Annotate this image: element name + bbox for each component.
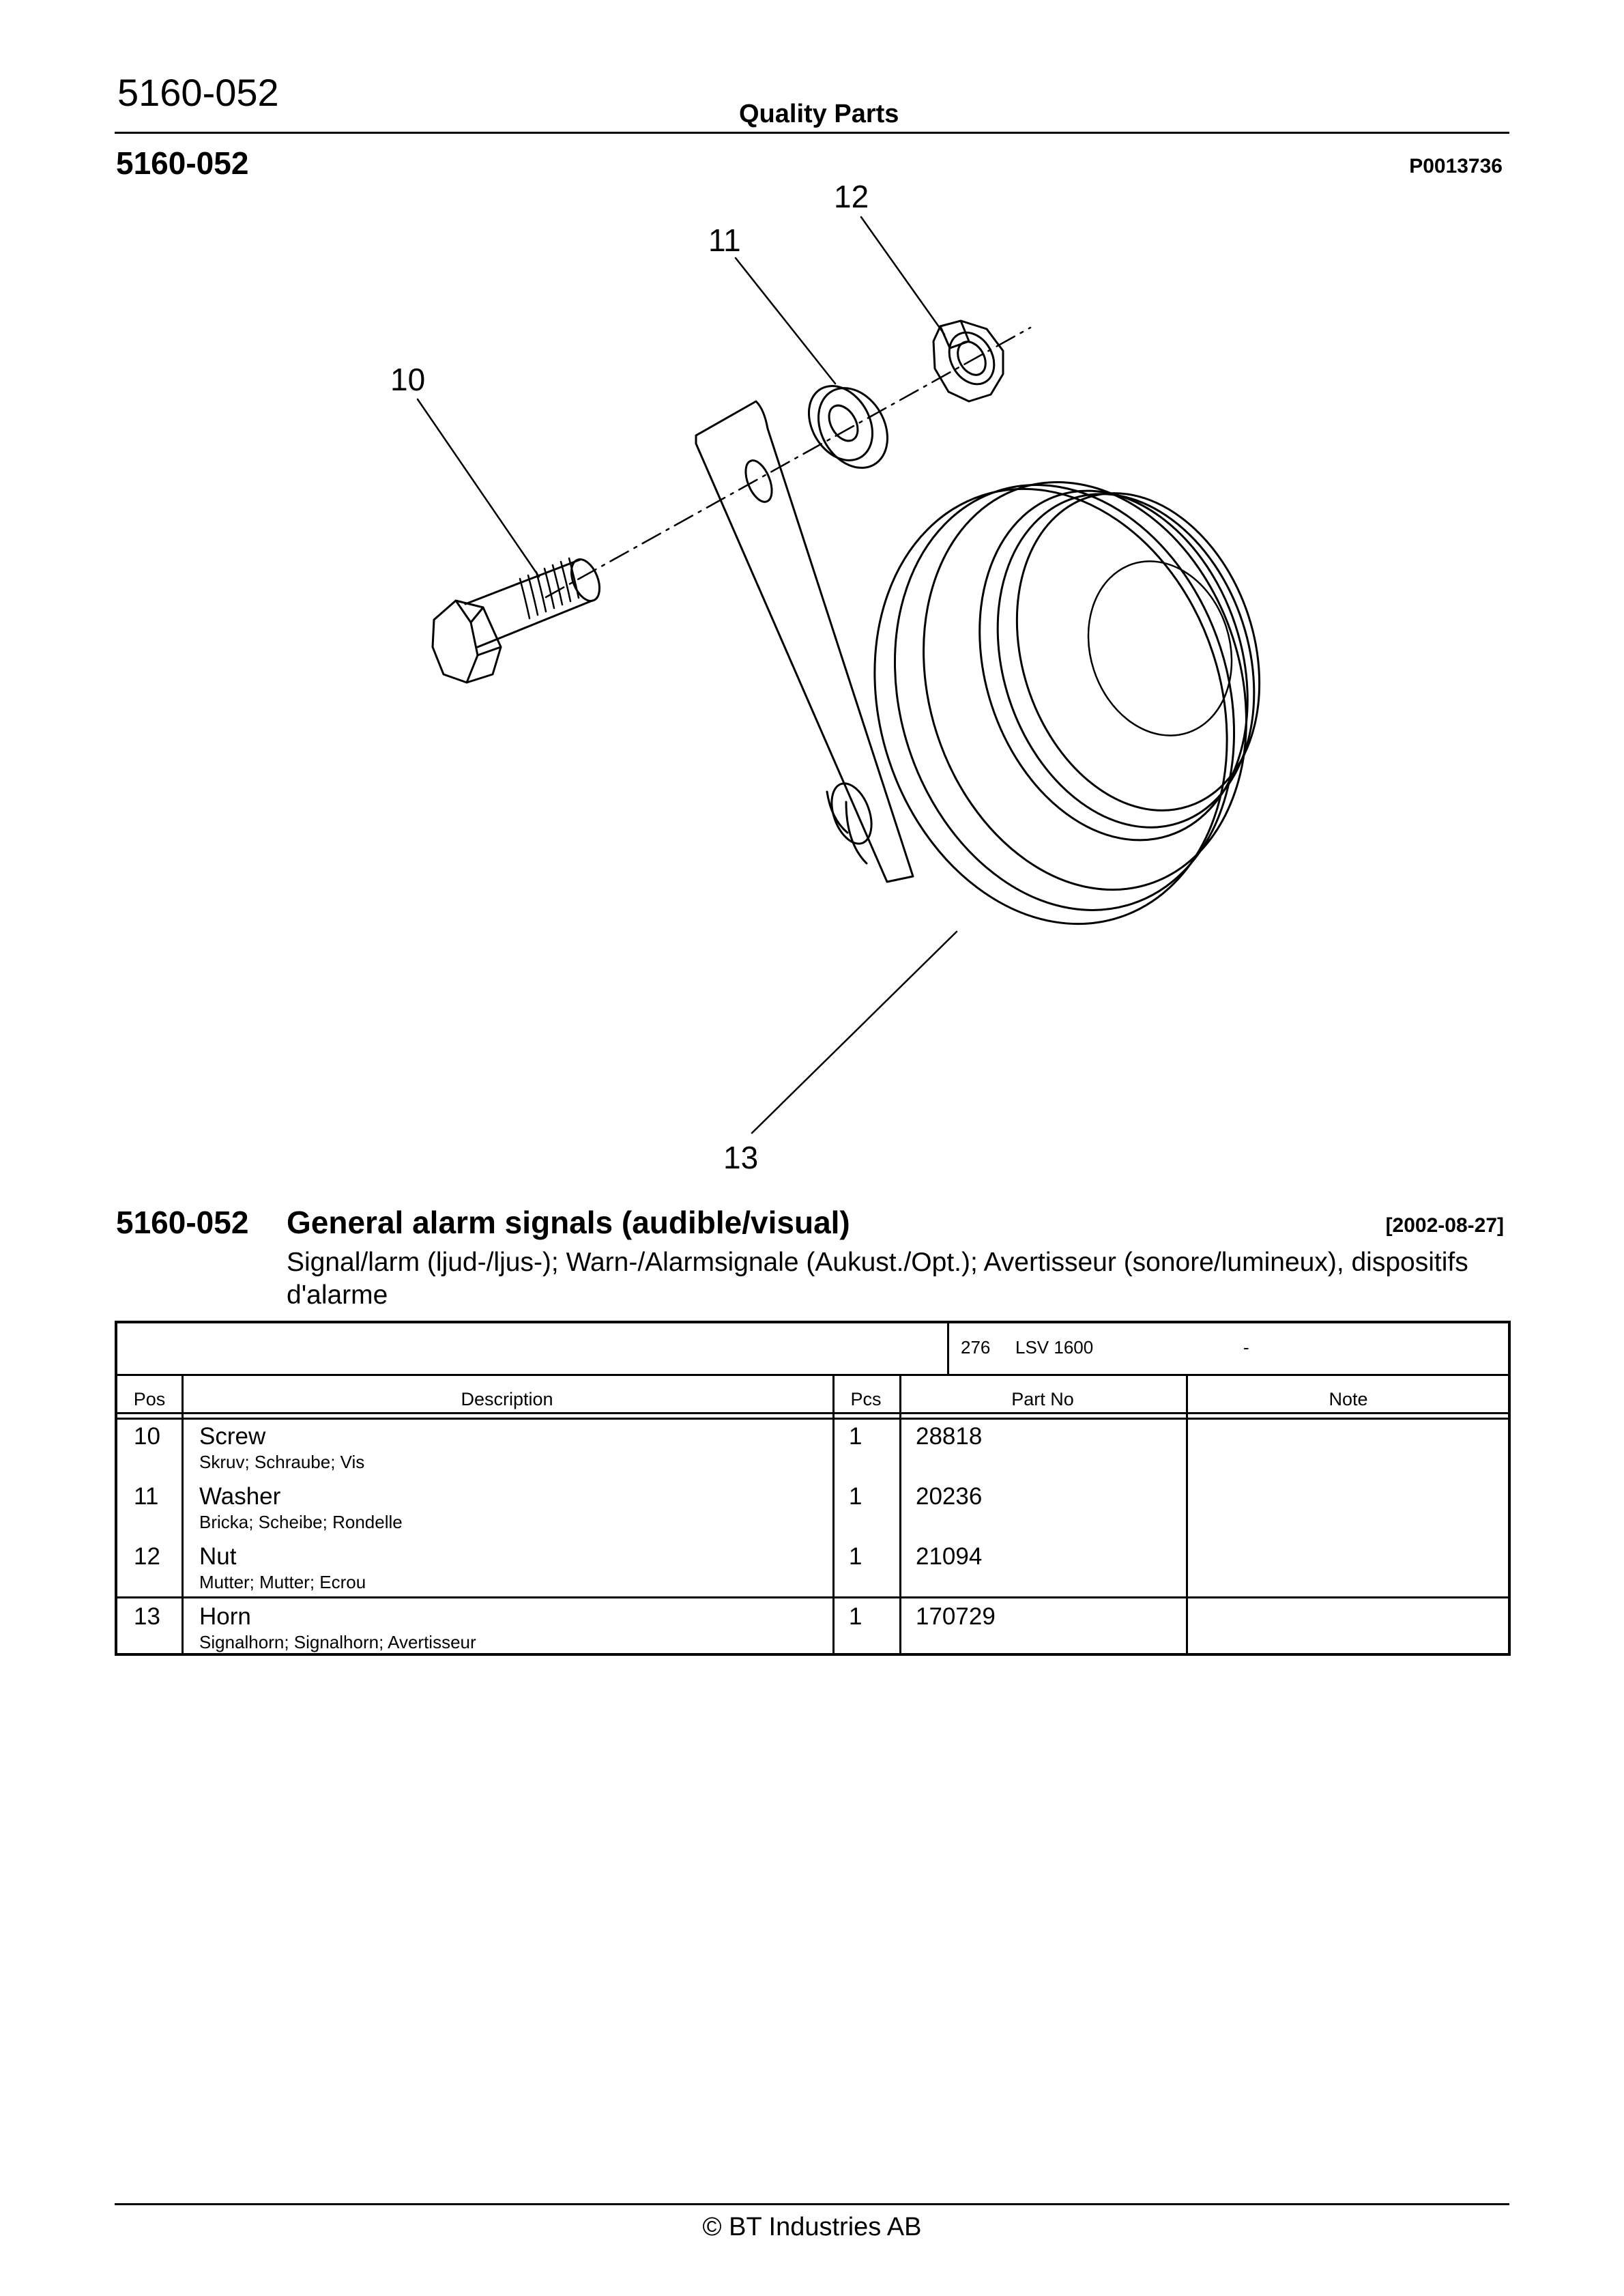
screw-part xyxy=(433,556,605,683)
assembly-axis xyxy=(546,328,1030,597)
row-translations: Bricka; Scheibe; Rondelle xyxy=(199,1512,403,1532)
picture-id: P0013736 xyxy=(1409,155,1503,177)
column-header-part-no: Part No xyxy=(1011,1389,1074,1409)
nut-part xyxy=(933,321,1003,401)
callout-12: 12 xyxy=(834,179,869,214)
row-pos: 12 xyxy=(134,1543,160,1570)
row-part-no: 170729 xyxy=(916,1603,996,1630)
row-part-no: 20236 xyxy=(916,1483,983,1510)
callout-10: 10 xyxy=(390,362,426,397)
row-pos: 10 xyxy=(134,1423,160,1450)
section-title: General alarm signals (audible/visual) xyxy=(287,1205,850,1240)
section-date: [2002-08-27] xyxy=(1385,1214,1504,1237)
row-pcs: 1 xyxy=(849,1483,862,1510)
footer-copyright: © BT Industries AB xyxy=(702,2213,922,2241)
column-header-pos: Pos xyxy=(133,1389,166,1409)
footer-rule xyxy=(115,2203,1509,2205)
callout-11: 11 xyxy=(708,223,741,258)
row-pos: 13 xyxy=(134,1603,160,1630)
applicability-range: - xyxy=(1243,1337,1249,1358)
brand-title: Quality Parts xyxy=(739,100,899,128)
row-pos: 11 xyxy=(134,1483,159,1510)
applicability-model: LSV 1600 xyxy=(1015,1337,1094,1358)
applicability-code: 276 xyxy=(961,1337,991,1358)
section-translations: Signal/larm (ljud-/ljus-); Warn-/Alarmsignale (Aukust./Opt.); Avertisseur (sonore/lumineux), dispositifs d'alarme xyxy=(287,1248,1468,1310)
row-name: Washer xyxy=(199,1483,281,1510)
row-name: Screw xyxy=(199,1423,266,1450)
row-part-no: 28818 xyxy=(916,1423,983,1450)
bracket-part xyxy=(696,401,913,882)
header-rule-2 xyxy=(117,1418,1508,1420)
row-name: Horn xyxy=(199,1603,251,1630)
column-header-pcs: Pcs xyxy=(850,1389,882,1409)
document-id-top: 5160-052 xyxy=(117,71,279,114)
row-pcs: 1 xyxy=(849,1603,862,1630)
horn-part xyxy=(820,440,1299,970)
row-part-no: 21094 xyxy=(916,1543,983,1570)
row-translations: Signalhorn; Signalhorn; Avertisseur xyxy=(199,1632,476,1652)
row-translations: Skruv; Schraube; Vis xyxy=(199,1452,365,1472)
washer-part xyxy=(796,375,901,480)
group-rule xyxy=(117,1596,1508,1598)
row-translations: Mutter; Mutter; Ecrou xyxy=(199,1572,366,1592)
parts-table xyxy=(115,1321,1511,1656)
section-number: 5160-052 xyxy=(116,1205,249,1240)
row-pcs: 1 xyxy=(849,1543,862,1570)
header-rule-1 xyxy=(117,1412,1508,1414)
applicability-divider xyxy=(947,1323,949,1375)
callout-13: 13 xyxy=(723,1140,759,1175)
row-pcs: 1 xyxy=(849,1423,862,1450)
applicability-rule xyxy=(117,1374,1508,1376)
column-header-note: Note xyxy=(1329,1389,1368,1409)
callout-leaders xyxy=(418,217,957,1133)
row-name: Nut xyxy=(199,1543,237,1570)
column-header-description: Description xyxy=(461,1389,553,1409)
document-id: 5160-052 xyxy=(116,145,249,181)
